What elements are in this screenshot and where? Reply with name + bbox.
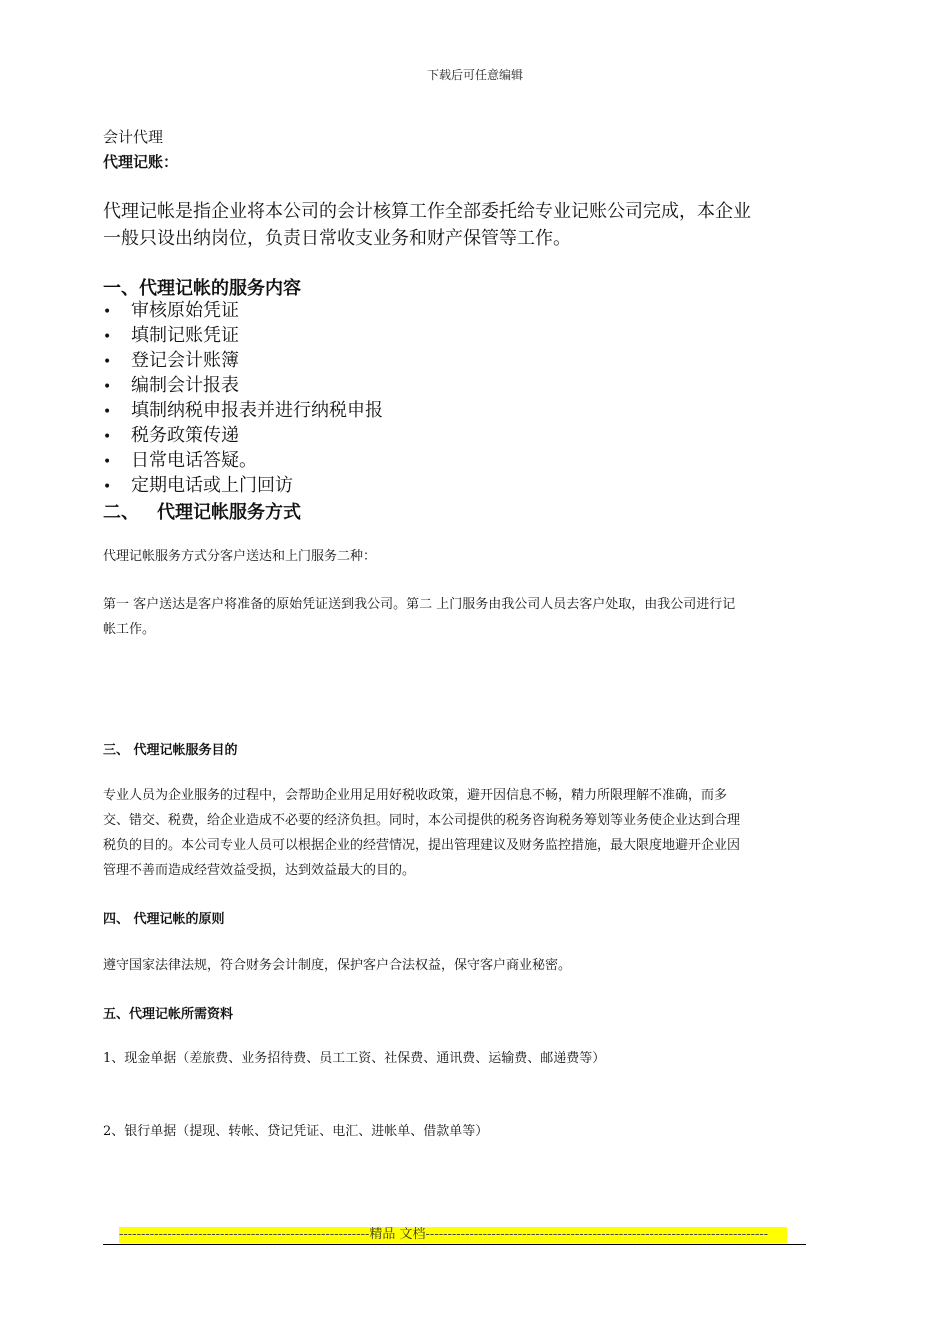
page-header: 下载后可任意编辑 — [426, 68, 523, 82]
list-item: • 填制纳税申报表并进行纳税申报 — [103, 398, 383, 423]
bullet-icon: • — [103, 404, 112, 420]
list-item: • 税务政策传递 — [103, 423, 383, 448]
footer-label: 精品 文档 — [369, 1227, 426, 1242]
section-2-title: 代理记帐服务方式 — [157, 502, 301, 523]
list-item: • 登记会计账簿 — [103, 348, 383, 373]
section-3-line-1: 专业人员为企业服务的过程中，会帮助企业用足用好税收政策，避开因信息不畅，精力所限理解不准确，而多 — [103, 788, 728, 803]
section-2-para-1: 代理记帐服务方式分客户送达和上门服务二种： — [103, 549, 377, 564]
section-4-heading: 四、 代理记帐的原则 — [103, 912, 225, 927]
bullet-icon: • — [103, 479, 112, 495]
list-item: • 审核原始凭证 — [103, 298, 383, 323]
section-3-line-4: 管理不善而造成经营效益受损，达到效益最大的目的。 — [103, 863, 416, 878]
section-4-text: 遵守国家法律法规，符合财务会计制度，保护客户合法权益，保守客户商业秘密。 — [103, 958, 572, 973]
bullet-icon: • — [103, 354, 112, 370]
footer-banner — [119, 1227, 787, 1243]
doc-title: 会计代理 — [103, 128, 164, 146]
section-5-heading: 五、代理记帐所需资料 — [103, 1007, 234, 1022]
service-list — [103, 298, 383, 498]
bullet-icon: • — [103, 329, 112, 345]
section-3-line-2: 交、错交、税费，给企业造成不必要的经济负担。同时，本公司提供的税务咨询税务筹划等业务使企业达到合理 — [103, 813, 741, 828]
bullet-icon: • — [103, 304, 112, 320]
section-2-para-2-line-2: 帐工作。 — [103, 622, 156, 637]
section-2-para-2-line-1: 第一 客户送达是客户将准备的原始凭证送到我公司。第二 上门服务由我公司人员去客户处取，由我公司进行记 — [103, 597, 736, 612]
bullet-icon: • — [103, 454, 112, 470]
bullet-icon: • — [103, 429, 112, 445]
section-5-item-1: 1、现金单据（差旅费、业务招待费、员工工资、社保费、通讯费、运输费、邮递费等） — [103, 1051, 606, 1066]
section-3-line-3: 税负的目的。本公司专业人员可以根据企业的经营情况，提出管理建议及财务监控措施，最大限度地避开企业因 — [103, 838, 741, 853]
section-1-heading: 一、代理记帐的服务内容 — [103, 278, 301, 299]
doc-subtitle: 代理记账： — [103, 153, 179, 171]
footer-right-dashes: ------------------------------------------------------------------------------ — [425, 1227, 769, 1242]
section-2-heading — [103, 498, 301, 524]
section-2-number: 二、 — [103, 502, 139, 523]
list-item: • 填制记账凭证 — [103, 323, 383, 348]
footer-divider — [103, 1244, 806, 1245]
list-item: • 定期电话或上门回访 — [103, 473, 383, 498]
footer-left-dashes: --------------------------------------------------------- — [119, 1227, 370, 1242]
intro-line-1: 代理记帐是指企业将本公司的会计核算工作全部委托给专业记账公司完成，本企业 — [103, 201, 751, 222]
section-5-item-2: 2、银行单据（提现、转帐、贷记凭证、电汇、进帐单、借款单等） — [103, 1124, 489, 1139]
intro-line-2: 一般只设出纳岗位，负责日常收支业务和财产保管等工作。 — [103, 228, 571, 249]
list-item: • 日常电话答疑。 — [103, 448, 383, 473]
section-3-heading: 三、 代理记帐服务目的 — [103, 743, 238, 758]
bullet-icon: • — [103, 379, 112, 395]
list-item: • 编制会计报表 — [103, 373, 383, 398]
